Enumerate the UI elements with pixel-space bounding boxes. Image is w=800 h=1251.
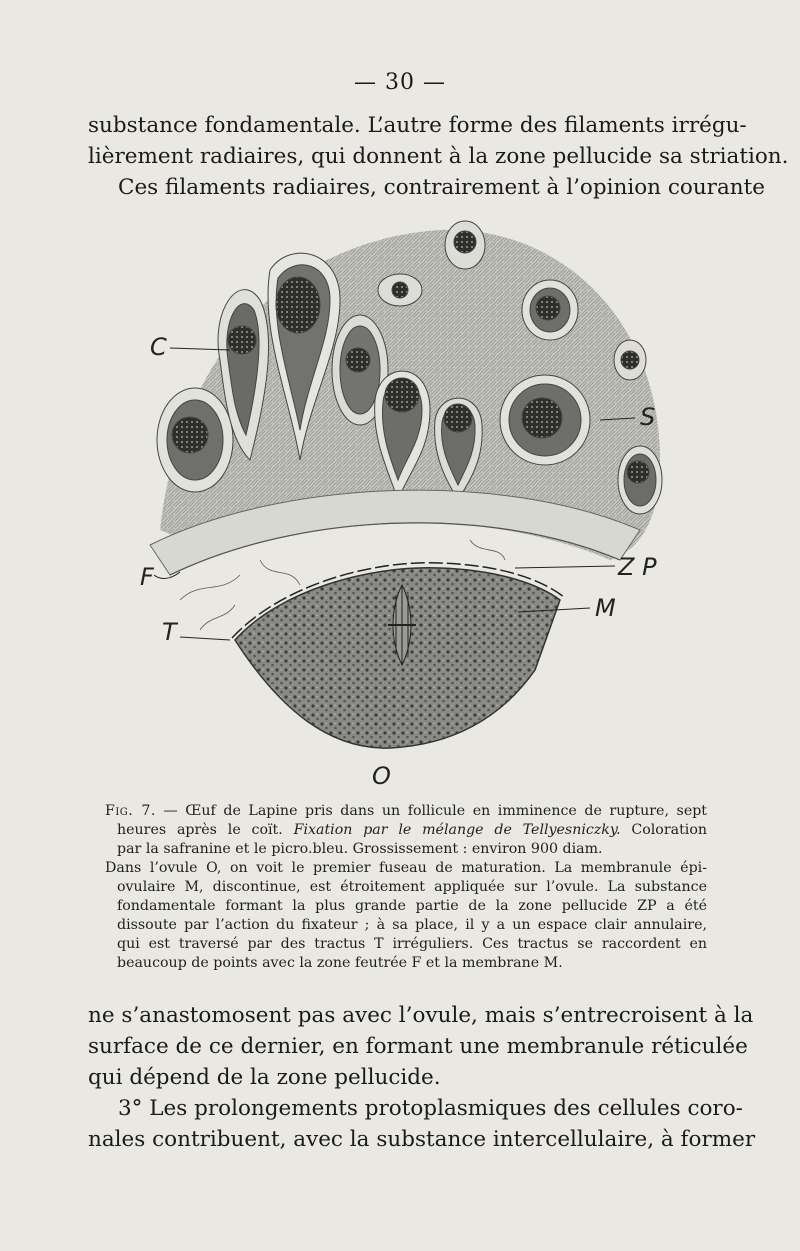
- label-zp: Z P: [618, 553, 657, 581]
- top-paragraph: [88, 110, 789, 203]
- caption-line: [105, 802, 707, 821]
- label-f: F: [140, 563, 154, 591]
- caption-line: [105, 821, 707, 840]
- text-line: substance fondamentale. L’autre forme des filaments irrégu-: [88, 113, 747, 138]
- caption-line: par la safranine et le picro.bleu. Grossissement : environ 900 diam.: [117, 841, 603, 857]
- caption-emphasis: Fixation par le mélange de Tellyesniczky.: [293, 822, 621, 838]
- figure-caption: [105, 802, 707, 973]
- caption-text: — Œuf de Lapine pris dans un follicule en imminence de rupture, sept: [155, 803, 708, 819]
- label-c: C: [150, 333, 167, 361]
- text-line: Ces filaments radiaires, contrairement à l’opinion courante: [118, 175, 765, 200]
- text-line: lièrement radiaires, qui donnent à la zone pellucide sa striation.: [88, 144, 789, 169]
- text-line: ne s’anastomosent pas avec l’ovule, mais s’entrecroisent à la: [88, 1003, 754, 1028]
- label-o: O: [372, 762, 391, 790]
- caption-line: dissoute par l’action du fixateur ; à sa place, il y a un espace clair annulaire,: [117, 917, 707, 933]
- text-line: qui dépend de la zone pellucide.: [88, 1065, 441, 1090]
- caption-text: heures après le coït.: [117, 822, 294, 838]
- caption-line: beaucoup de points avec la zone feutrée F et la membrane M.: [117, 955, 563, 971]
- caption-line: Dans l’ovule O, on voit le premier fuseau de maturation. La membranule épi-: [105, 860, 707, 876]
- caption-line: qui est traversé par des tractus T irréguliers. Ces tractus se raccordent en: [117, 936, 707, 952]
- text-line: nales contribuent, avec la substance intercellulaire, à former: [88, 1127, 756, 1152]
- figure-illustration: [140, 200, 700, 790]
- caption-line: fondamentale formant la plus grande partie de la zone pellucide ZP a été: [117, 898, 707, 914]
- label-t: T: [162, 618, 177, 646]
- caption-line: ovulaire M, discontinue, est étroitement appliquée sur l’ovule. La substance: [117, 879, 707, 895]
- text-line: surface de ce dernier, en formant une membranule réticulée: [88, 1034, 748, 1059]
- page-number: — 30 —: [354, 70, 446, 95]
- histology-figure: [140, 200, 700, 790]
- label-s: S: [640, 403, 656, 431]
- figure-reference: Fig. 7.: [105, 803, 156, 819]
- caption-text: Coloration: [620, 822, 708, 838]
- label-m: M: [595, 594, 616, 622]
- bottom-paragraph: [88, 1000, 756, 1155]
- text-line: 3° Les prolongements protoplasmiques des cellules coro-: [118, 1096, 743, 1121]
